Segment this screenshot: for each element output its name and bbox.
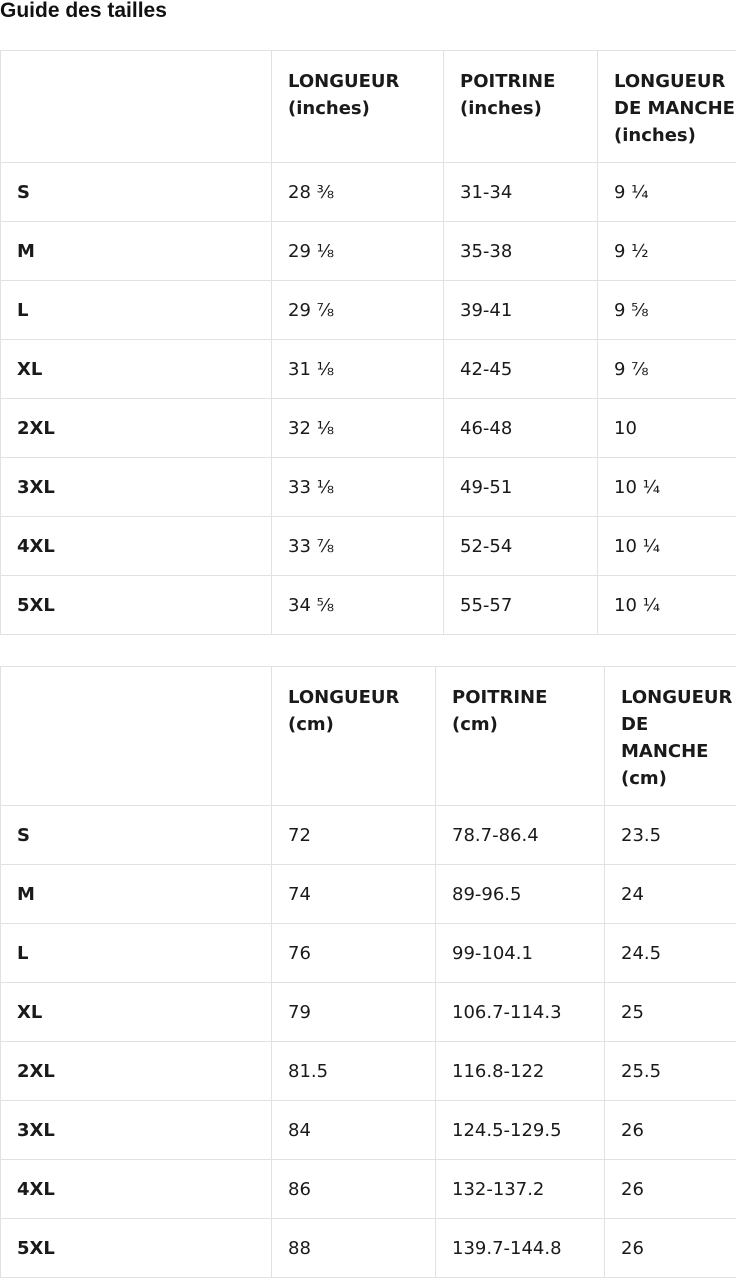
size-cell: 2XL: [1, 399, 272, 458]
sleeve-cell: 9 ½: [598, 222, 736, 281]
length-cell: 74: [272, 865, 436, 924]
size-cell: M: [1, 865, 272, 924]
length-cell: 84: [272, 1101, 436, 1160]
header-sleeve-unit: (cm): [621, 768, 667, 789]
size-cell: M: [1, 222, 272, 281]
sleeve-cell: 26: [605, 1160, 736, 1219]
chest-cell: 35-38: [444, 222, 598, 281]
sleeve-cell: 10: [598, 399, 736, 458]
chest-cell: 116.8-122: [436, 1042, 605, 1101]
header-length-line: LONGUEUR: [288, 71, 400, 92]
sleeve-cell: 26: [605, 1101, 736, 1160]
chest-cell: 78.7-86.4: [436, 806, 605, 865]
size-cell: S: [1, 163, 272, 222]
sleeve-cell: 9 ⅞: [598, 340, 736, 399]
page-title: Guide des tailles: [0, 0, 167, 22]
header-size: [1, 51, 272, 163]
table-header-row: [1, 51, 736, 163]
chest-cell: 99-104.1: [436, 924, 605, 983]
table-row: [1, 1219, 736, 1278]
length-cell: 34 ⅝: [272, 576, 444, 635]
chest-cell: 55-57: [444, 576, 598, 635]
header-length-line: LONGUEUR: [288, 687, 400, 708]
length-cell: 29 ⅛: [272, 222, 444, 281]
table-row: [1, 517, 736, 576]
header-sleeve-unit: (inches): [614, 125, 696, 146]
size-cell: 4XL: [1, 1160, 272, 1219]
table-row: [1, 458, 736, 517]
sleeve-cell: 23.5: [605, 806, 736, 865]
size-cell: S: [1, 806, 272, 865]
table-row: [1, 1042, 736, 1101]
chest-cell: 39-41: [444, 281, 598, 340]
sleeve-cell: 24: [605, 865, 736, 924]
size-cell: 5XL: [1, 576, 272, 635]
table-row: [1, 865, 736, 924]
header-length-unit: (inches): [288, 98, 370, 119]
length-cell: 29 ⅞: [272, 281, 444, 340]
chest-cell: 52-54: [444, 517, 598, 576]
length-cell: 33 ⅛: [272, 458, 444, 517]
length-cell: 33 ⅞: [272, 517, 444, 576]
table-row: [1, 1101, 736, 1160]
chest-cell: 106.7-114.3: [436, 983, 605, 1042]
header-sleeve-line: DE MANCHE: [614, 98, 735, 119]
table-row: [1, 163, 736, 222]
size-table-inches: [0, 50, 736, 635]
table-row: [1, 806, 736, 865]
size-cell: 3XL: [1, 1101, 272, 1160]
chest-cell: 46-48: [444, 399, 598, 458]
sleeve-cell: 10 ¼: [598, 517, 736, 576]
header-chest: [444, 51, 598, 163]
size-table-cm: [0, 666, 736, 1278]
header-sleeve-line: LONGUEUR: [621, 687, 733, 708]
header-chest-line: POITRINE: [460, 71, 556, 92]
chest-cell: 89-96.5: [436, 865, 605, 924]
header-chest-unit: (cm): [452, 714, 498, 735]
table-row: [1, 399, 736, 458]
header-length: [272, 51, 444, 163]
chest-cell: 139.7-144.8: [436, 1219, 605, 1278]
table-header-row: [1, 667, 736, 806]
size-cell: 4XL: [1, 517, 272, 576]
chest-cell: 31-34: [444, 163, 598, 222]
sleeve-cell: 24.5: [605, 924, 736, 983]
sleeve-cell: 10 ¼: [598, 458, 736, 517]
header-chest: [436, 667, 605, 806]
table-row: [1, 281, 736, 340]
header-chest-unit: (inches): [460, 98, 542, 119]
size-table: [0, 50, 736, 635]
length-cell: 88: [272, 1219, 436, 1278]
table-row: [1, 340, 736, 399]
header-sleeve-line: LONGUEUR: [614, 71, 726, 92]
length-cell: 81.5: [272, 1042, 436, 1101]
sleeve-cell: 25.5: [605, 1042, 736, 1101]
header-chest-line: POITRINE: [452, 687, 548, 708]
sleeve-cell: 26: [605, 1219, 736, 1278]
header-sleeve-line: MANCHE: [621, 741, 709, 762]
table-row: [1, 222, 736, 281]
table-row: [1, 924, 736, 983]
chest-cell: 49-51: [444, 458, 598, 517]
chest-cell: 42-45: [444, 340, 598, 399]
length-cell: 79: [272, 983, 436, 1042]
length-cell: 76: [272, 924, 436, 983]
size-cell: 3XL: [1, 458, 272, 517]
header-length: [272, 667, 436, 806]
sleeve-cell: 25: [605, 983, 736, 1042]
size-cell: L: [1, 924, 272, 983]
header-sleeve: [598, 51, 736, 163]
size-table: [0, 666, 736, 1278]
header-sleeve: [605, 667, 736, 806]
chest-cell: 124.5-129.5: [436, 1101, 605, 1160]
size-cell: 2XL: [1, 1042, 272, 1101]
header-sleeve-line: DE: [621, 714, 649, 735]
chest-cell: 132-137.2: [436, 1160, 605, 1219]
sleeve-cell: 9 ¼: [598, 163, 736, 222]
header-size: [1, 667, 272, 806]
length-cell: 86: [272, 1160, 436, 1219]
header-length-unit: (cm): [288, 714, 334, 735]
sleeve-cell: 9 ⅝: [598, 281, 736, 340]
table-row: [1, 1160, 736, 1219]
size-cell: XL: [1, 340, 272, 399]
table-row: [1, 576, 736, 635]
size-cell: L: [1, 281, 272, 340]
size-cell: 5XL: [1, 1219, 272, 1278]
length-cell: 31 ⅛: [272, 340, 444, 399]
sleeve-cell: 10 ¼: [598, 576, 736, 635]
size-cell: XL: [1, 983, 272, 1042]
length-cell: 28 ⅜: [272, 163, 444, 222]
length-cell: 32 ⅛: [272, 399, 444, 458]
length-cell: 72: [272, 806, 436, 865]
table-row: [1, 983, 736, 1042]
